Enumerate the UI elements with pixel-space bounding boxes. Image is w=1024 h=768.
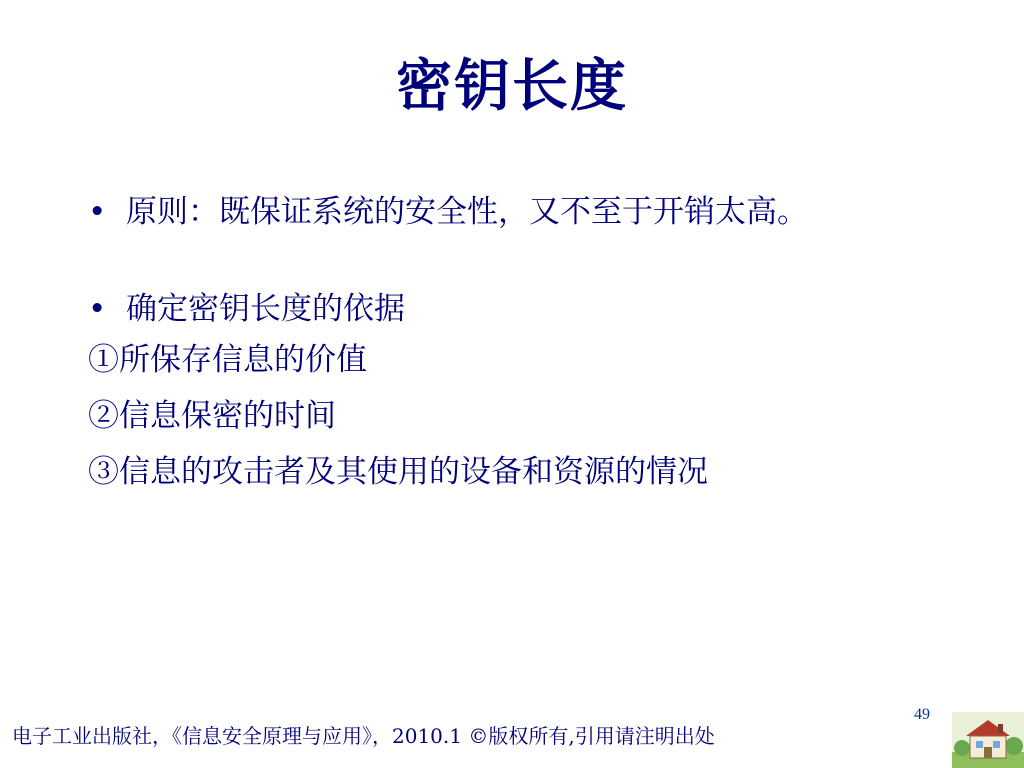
bullet-dot: • xyxy=(88,194,107,230)
spacer xyxy=(88,235,948,287)
numbered-item-1: ①所保存信息的价值 xyxy=(88,342,367,378)
bullet-item-principle xyxy=(88,190,948,235)
slide-title: 密钥长度 xyxy=(396,53,628,119)
slide-content xyxy=(88,190,948,500)
bullet-text: 确定密钥长度的依据 xyxy=(126,291,405,327)
footer-copyright: 电子工业出版社，《信息安全原理与应用》，2010.1 ©版权所有,引用请注明出处 xyxy=(12,724,715,748)
bullet-item-basis xyxy=(88,287,948,332)
house-icon xyxy=(952,712,1024,768)
page-number: 49 xyxy=(914,706,930,723)
bullet-text: 原则：既保证系统的安全性，又不至于开销太高。 xyxy=(126,194,808,230)
bullet-dot: • xyxy=(88,291,107,327)
numbered-item-3: ③信息的攻击者及其使用的设备和资源的情况 xyxy=(88,454,708,490)
numbered-item-2: ②信息保密的时间 xyxy=(88,398,336,434)
